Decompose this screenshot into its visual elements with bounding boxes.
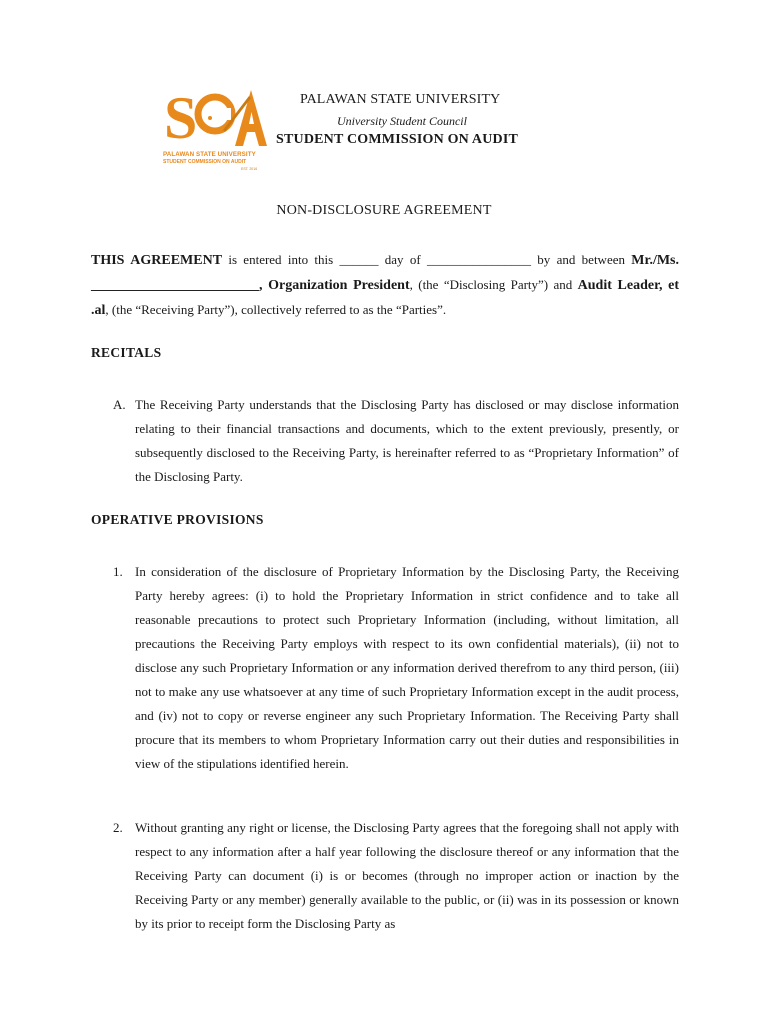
recital-text: The Receiving Party understands that the Disclosing Party has disclosed or may disclose information relating to their financial transactions and documents, which to the extent previously, presently, or subsequently disclosed to the Receiving Party, is hereinafter referred to as “Proprietary Information” of the Disclosing Party. [135,397,679,484]
provision-label: 2. [113,820,123,835]
intro-president: Mr./Ms. ________________________, Organization President [91,253,679,293]
intro-lead: THIS AGREEMENT [91,253,223,268]
sca-logo-mark-icon [163,84,269,150]
intro-text-1: is entered into this ______ day of ________________ by and between [222,252,632,267]
recitals-heading: RECITALS [91,345,162,360]
intro-text-2: , (the “Disclosing Party”) and [409,277,578,292]
intro-paragraph [91,248,679,323]
recital-label: A. [113,397,126,412]
intro-text-3: , (the “Receiving Party”), collectively referred to as the “Parties”. [105,302,447,317]
provision-text: In consideration of the disclosure of Proprietary Information by the Disclosing Party, the Receiving Party hereby agrees: (i) to hold the Proprietary Information in strict confidence and to take all reasonable precautions to protect such Proprietary Information (including, without limitation, all precautions the Receiving Party employs with respect to its own confidential materials), (ii) not to disclose any such Proprietary Information or any information derived therefrom to any third person, (iii) not to make any use whatsoever at any time of such Proprietary Information except in the audit process, and (iv) not to copy or reverse engineer any such Proprietary Information. The Receiving Party shall procure that its members to whom Proprietary Information carry out their duties and responsibilities in view of the stipulations identified herein. [135,564,679,771]
provision-label: 1. [113,564,123,579]
sca-logo [163,84,269,176]
operative-heading: OPERATIVE PROVISIONS [91,512,264,527]
svg-text:S: S [164,85,198,150]
logo-line-est: EST. 2016 [241,167,258,171]
provision-text: Without granting any right or license, the Disclosing Party agrees that the foregoing shall not apply with respect to any information after a half year following the disclosure thereof or any information that the Receiving Party can document (i) is or becomes (through no improper action or inaction by the Receiving Party or any member) generally available to the public, or (ii) was in its possession or known by its prior to receipt form the Disclosing Party as [135,820,679,931]
intro-audit-leader: Audit Leader, et .al [91,278,680,318]
logo-line-university: PALAWAN STATE UNIVERSITY [163,151,256,158]
document-title: NON-DISCLOSURE AGREEMENT [276,203,492,218]
logo-line-commission: STUDENT COMMISSION ON AUDIT [163,159,247,165]
university-name: PALAWAN STATE UNIVERSITY [300,92,501,107]
commission-name: STUDENT COMMISSION ON AUDIT [276,132,519,147]
council-name: University Student Council [337,114,467,128]
